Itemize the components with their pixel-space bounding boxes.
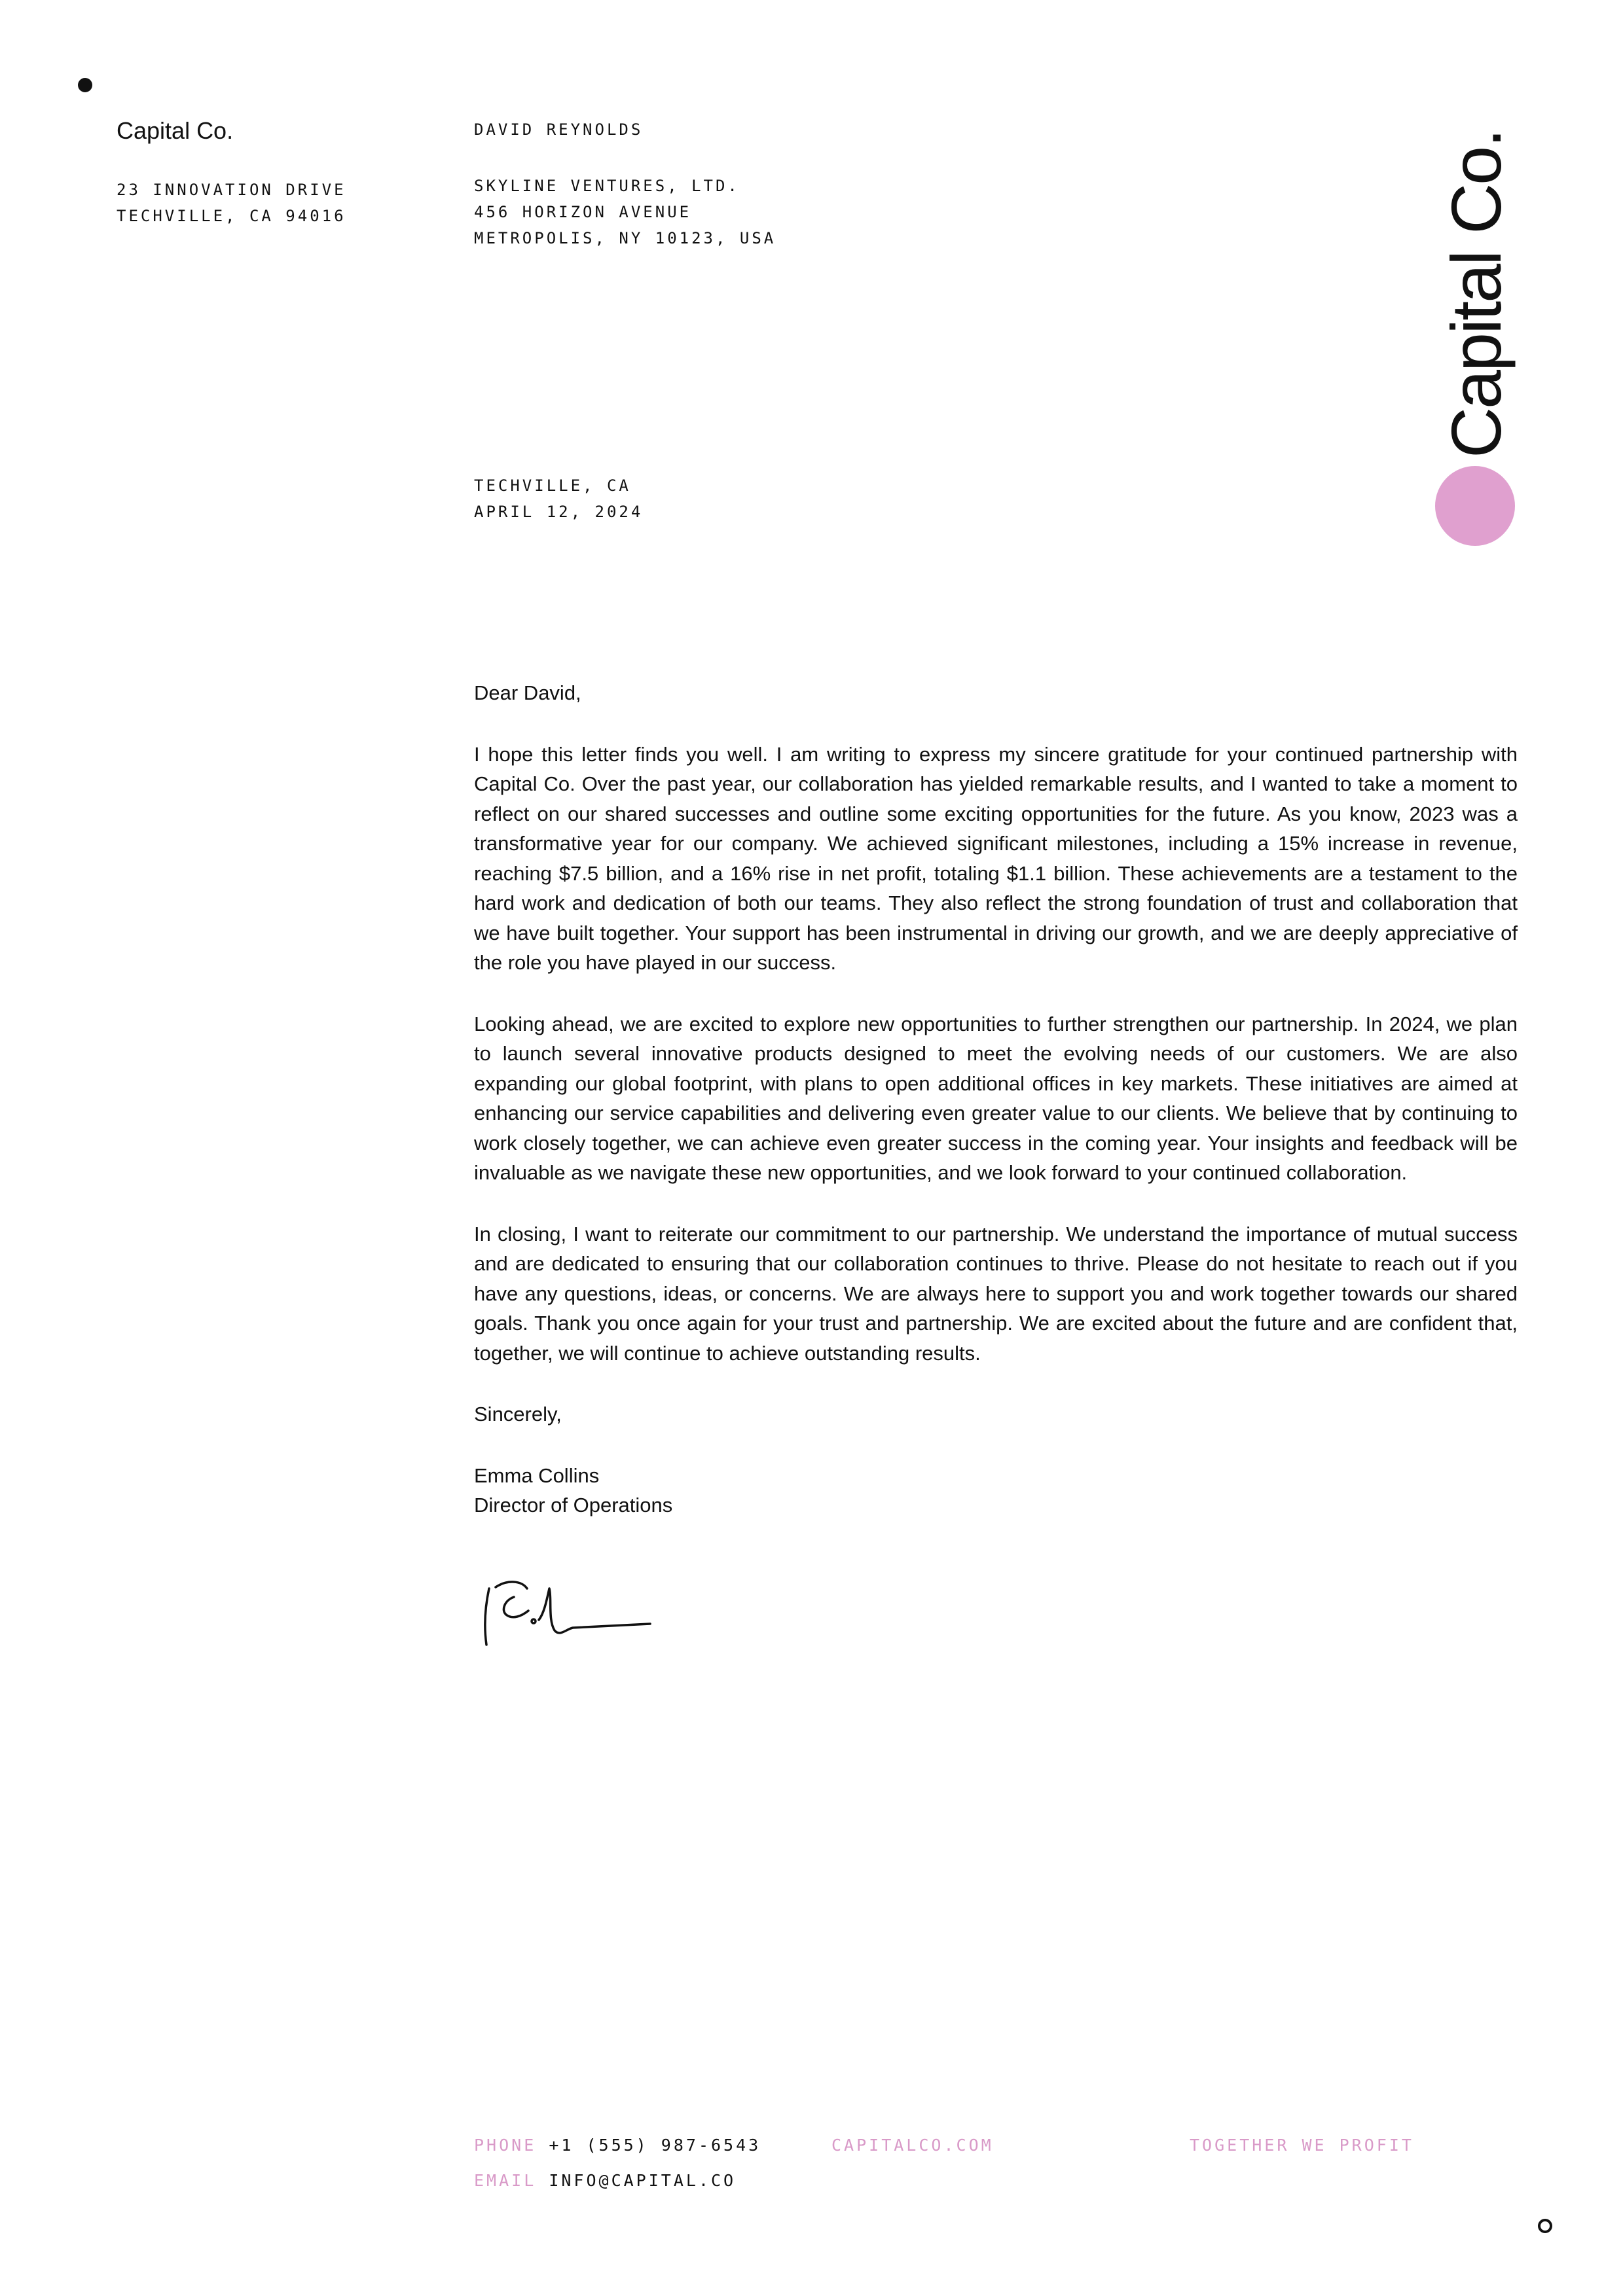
recipient-address [474, 173, 776, 251]
letter-body [474, 678, 1518, 1520]
footer-phone-number[interactable]: +1 (555) 987-6543 [549, 2136, 761, 2155]
sender-company-name: Capital Co. [117, 117, 234, 144]
recipient-address-line: METROPOLIS, NY 10123, USA [474, 229, 776, 247]
footer-phone-label: PHONE [474, 2136, 537, 2155]
body-paragraph: I hope this letter finds you well. I am writing to express my sincere gratitude for your continued partnership with Capital Co. Over the past year, our collaboration has yielded remarkable results, and I wanted to take a moment to reflect on our shared successes and outline some exciting opportunities for the future. As you know, 2023 was a transformative year for our company. We achieved significant milestones, including a 15% increase in revenue, reaching $7.5 billion, and a 16% rise in net profit, totaling $1.1 billion. These achievements are a testament to the hard work and dedication of both our teams. They also reflect the strong foundation of trust and collaboration that we have built together. Your support has been instrumental in driving our growth, and we are deeply appreciative of the role you have played in our success. [474, 742, 1518, 974]
recipient-address-line: SKYLINE VENTURES, LTD. [474, 177, 740, 195]
closing: Sincerely, [474, 1403, 562, 1426]
footer-tagline: TOGETHER WE PROFIT [1190, 2136, 1414, 2155]
body-paragraph: Looking ahead, we are excited to explore new opportunities to further strengthen our partnership. In 2024, we plan to launch several innovative products designed to meet the evolving needs of our customers. We are also expanding our global footprint, with plans to open additional offices in key markets. These initiatives are aimed at enhancing our service capabilities and delivering even greater value to our clients. We believe that by continuing to work closely together, we can achieve even greater success in the coming year. Your insights and feedback will be invaluable as we navigate these new opportunities, and we look forward to your continued collaboration. [474, 1012, 1518, 1184]
sender-address-line: TECHVILLE, CA 94016 [117, 207, 346, 225]
recipient-address-line: 456 HORIZON AVENUE [474, 203, 692, 221]
handwritten-signature [481, 1574, 665, 1653]
signer-block [474, 1461, 1518, 1520]
logo-wordmark: Capital Co. [1436, 130, 1516, 458]
letter-place: TECHVILLE, CA [474, 476, 631, 495]
signer-title: Director of Operations [474, 1494, 673, 1516]
footer-phone [474, 2132, 761, 2159]
footer-email-address[interactable]: INFO@CAPITAL.CO [549, 2171, 737, 2190]
salutation: Dear David, [474, 681, 581, 704]
letter-date: APRIL 12, 2024 [474, 503, 644, 521]
corner-dot-mark [78, 78, 92, 92]
recipient-name: DAVID REYNOLDS [474, 120, 644, 139]
footer-email-label: EMAIL [474, 2171, 537, 2190]
place-and-date [474, 473, 643, 525]
sender-address-line: 23 INNOVATION DRIVE [117, 181, 346, 199]
logo-circle-icon [1435, 466, 1515, 546]
corner-ring-mark [1538, 2219, 1552, 2233]
sender-address [117, 177, 346, 229]
body-paragraph: In closing, I want to reiterate our commitment to our partnership. We understand the importance of mutual success and are dedicated to ensuring that our collaboration continues to thrive. Please do not hesitate to reach out if you have any questions, ideas, or concerns. We are always here to support you and work together towards our shared goals. Thank you once again for your trust and partnership. We are excited about the future and are confident that, together, we will continue to achieve outstanding results. [474, 1222, 1518, 1365]
footer-email [474, 2168, 736, 2194]
footer-website-link[interactable]: CAPITALCO.COM [831, 2136, 994, 2155]
signer-name: Emma Collins [474, 1463, 600, 1487]
